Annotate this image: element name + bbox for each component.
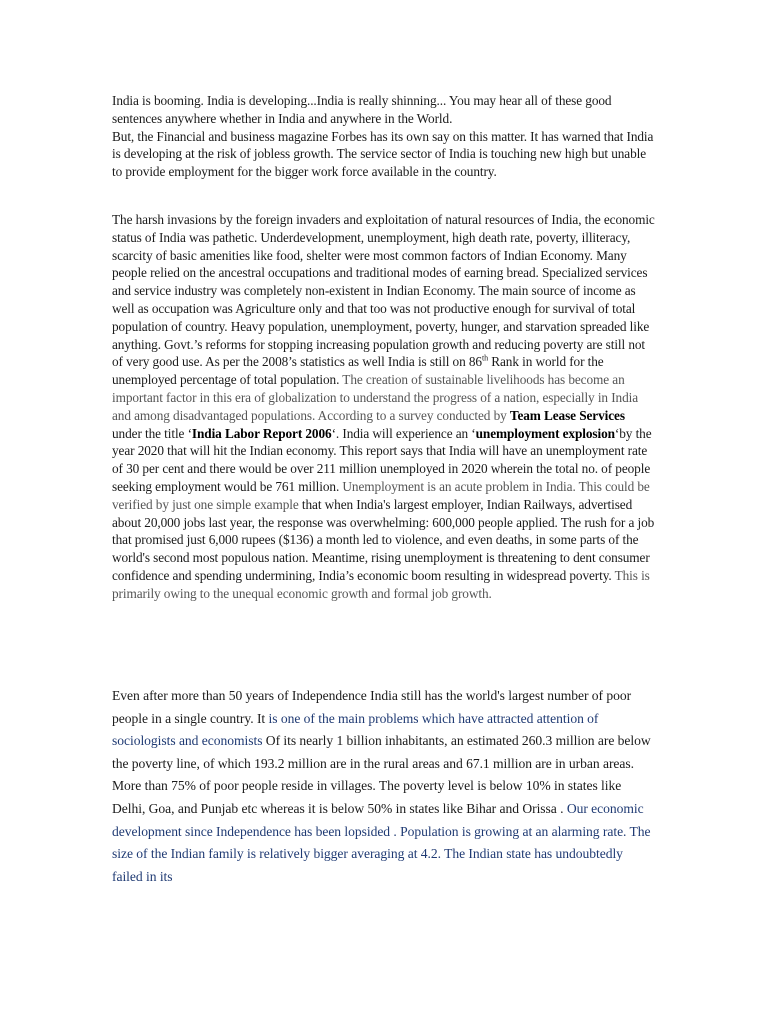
paragraph-intro: [112, 92, 656, 181]
economy-text-b: Rank in world for the unemployed percentage of total population.: [112, 354, 604, 388]
paragraph-economy: [112, 211, 656, 603]
poverty-text-a: Even after more than 50 years of Independence India still has the world's largest number of poor people in a single country. It: [112, 688, 632, 726]
india-labor-report-title: India Labor Report 2006: [191, 425, 332, 441]
poverty-text-b: is one of the main problems which have attracted attention of sociologists and economists: [112, 710, 599, 749]
economy-text-l: This is primarily owing to the unequal economic growth and formal job growth.: [112, 567, 650, 601]
ordinal-superscript: th: [481, 353, 488, 363]
economy-text-i: ‘by the year 2020 that will hit the Indian economy. This report says that India will have an unemployment rate of 30 per cent and there would be over 211 million unemployed in 2020 wherein the total no. of people seeking employment would be 761 million.: [112, 425, 652, 494]
economy-text-a: The harsh invasions by the foreign invaders and exploitation of natural resources of India, the economic status of India was pathetic. Underdevelopment, unemployment, high death rate, poverty, illiteracy, scarcity of basic amenities like food, shelter were most common factors of Indian Economy. Many people relied on the ancestral occupations and traditional modes of earning bread. Specialized services and service industry was completely non-existent in Indian Economy. The main source of income as well as occupation was Agriculture only and that too was not productive enough for survival of total population of country. Heavy population, unemployment, poverty, hunger, and starvation spreaded like anything. Govt.’s reforms for stopping increasing population growth and reducing poverty are still not of very good use. As per the 2008’s statistics as well India is still on 86: [112, 212, 655, 370]
economy-text-c: The creation of sustainable livelihoods has become an important factor in this era of globalization to understand the progress of a nation, especially in India and among disadvantaged populations. According to a survey conducted by: [112, 372, 639, 423]
paragraph-poverty: [112, 685, 656, 888]
intro-sentence-1: India is booming. India is developing...India is really shinning... You may hear all of these good sentences anywhere whether in India and anywhere in the World.: [112, 93, 612, 126]
poverty-text-c: Of its nearly 1 billion inhabitants, an estimated 260.3 million are below the poverty line, of which 193.2 million are in the rural areas and 67.1 million are in urban areas. More than 75% of poor people reside in villages. The poverty level is below 10% in states like Delhi, Goa, and Punjab etc whereas it is below 50% in states like Bihar and Orissa .: [112, 733, 651, 816]
economy-text-j: Unemployment is an acute problem in India. This could be verified by just one simple example: [112, 478, 650, 512]
team-lease-services: Team Lease Services: [509, 407, 625, 423]
poverty-text-d: Our economic development since Independence has been lopsided . Population is growing at an alarming rate. The size of the Indian family is relatively bigger averaging at 4.2. The Indian state has undoubtedly failed in its: [112, 800, 651, 884]
economy-text-e: under the title ‘: [112, 425, 192, 441]
unemployment-explosion: unemployment explosion: [475, 425, 615, 441]
economy-text-k: that when India's largest employer, Indian Railways, advertised about 20,000 jobs last year, the response was overwhelming: 600,000 people applied. The rush for a job that promised just 6,000 rupees ($136) a month led to violence, and even deaths, in some parts of the world's second most populous nation. Meantime, rising unemployment is threatening to dent consumer confidence and spending undermining, India’s economic boom resulting in widespread poverty.: [112, 496, 655, 583]
intro-sentence-2: But, the Financial and business magazine Forbes has its own say on this matter. It has warned that India is developing at the risk of jobless growth. The service sector of India is touching new high but unable to provide employment for the bigger work force available in the country.: [112, 128, 654, 180]
economy-text-g: ‘. India will experience an ‘: [331, 425, 476, 441]
